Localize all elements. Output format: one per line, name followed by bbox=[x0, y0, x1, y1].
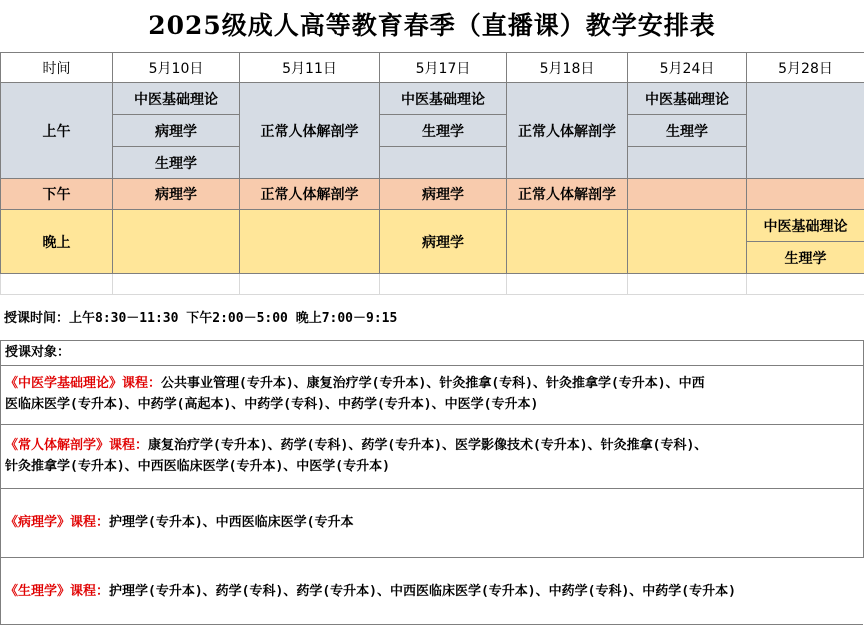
date-header: 5月17日 bbox=[380, 53, 507, 83]
schedule-cell bbox=[507, 210, 628, 274]
course-block bbox=[0, 557, 863, 625]
schedule-cell bbox=[113, 210, 240, 274]
date-header: 5月18日 bbox=[507, 53, 628, 83]
schedule-cell: 中医基础理论 bbox=[628, 83, 747, 115]
afternoon-label: 下午 bbox=[1, 179, 113, 210]
schedule-cell: 生理学 bbox=[113, 147, 240, 179]
schedule-cell bbox=[628, 210, 747, 274]
schedule-cell: 病理学 bbox=[380, 179, 507, 210]
date-header: 5月24日 bbox=[628, 53, 747, 83]
schedule-cell: 正常人体解剖学 bbox=[240, 179, 380, 210]
schedule-table bbox=[0, 52, 864, 295]
audience-label: 授课对象： bbox=[5, 345, 71, 360]
schedule-cell bbox=[747, 83, 864, 179]
course-name: 《病理学》课程： bbox=[5, 515, 110, 530]
morning-row bbox=[1, 147, 864, 179]
date-header: 5月28日 bbox=[747, 53, 864, 83]
course-block bbox=[0, 424, 864, 489]
time-header: 时间 bbox=[1, 53, 113, 83]
morning-row bbox=[1, 83, 864, 115]
schedule-cell: 生理学 bbox=[380, 115, 507, 147]
schedule-cell bbox=[628, 179, 747, 210]
class-time: 授课时间：上午8:30－11:30 下午2:00－5:00 晚上7:00－9:15 bbox=[4, 311, 398, 326]
course-majors: 针灸推拿学(专升本)、中西医临床医学(专升本)、中医学(专升本) bbox=[5, 459, 390, 474]
schedule-cell: 生理学 bbox=[747, 242, 864, 274]
schedule-cell: 中医基础理论 bbox=[113, 83, 240, 115]
course-block bbox=[0, 488, 864, 558]
evening-label: 晚上 bbox=[1, 210, 113, 274]
schedule-cell: 正常人体解剖学 bbox=[507, 179, 628, 210]
audience-box bbox=[0, 340, 864, 366]
schedule-cell: 正常人体解剖学 bbox=[240, 83, 380, 179]
course-name: 《中医学基础理论》课程： bbox=[5, 376, 162, 391]
schedule-cell: 中医基础理论 bbox=[747, 210, 864, 242]
date-header: 5月11日 bbox=[240, 53, 380, 83]
course-majors: 护理学(专升本)、药学(专科)、药学(专升本)、中西医临床医学(专升本)、中药学(专科)、中药学(专升本) bbox=[109, 584, 736, 599]
schedule-cell bbox=[240, 210, 380, 274]
schedule-cell: 正常人体解剖学 bbox=[507, 83, 628, 179]
morning-label: 上午 bbox=[1, 83, 113, 179]
schedule-cell bbox=[747, 179, 864, 210]
schedule-cell: 病理学 bbox=[113, 115, 240, 147]
date-header: 5月10日 bbox=[113, 53, 240, 83]
schedule-cell: 生理学 bbox=[628, 115, 747, 147]
course-block bbox=[0, 365, 864, 425]
schedule-cell: 中医基础理论 bbox=[380, 83, 507, 115]
evening-row bbox=[1, 210, 864, 242]
course-majors: 康复治疗学(专升本)、药学(专科)、药学(专升本)、医学影像技术(专升本)、针灸推拿(专科)、 bbox=[148, 438, 708, 453]
schedule-cell bbox=[380, 147, 507, 179]
schedule-cell bbox=[628, 147, 747, 179]
spacer-row bbox=[1, 274, 864, 295]
morning-row bbox=[1, 115, 864, 147]
course-name: 《常人体解剖学》课程： bbox=[5, 438, 149, 453]
page-title: 2025级成人高等教育春季（直播课）教学安排表 bbox=[0, 0, 864, 53]
course-majors: 公共事业管理(专升本)、康复治疗学(专升本)、针灸推拿(专科)、针灸推拿学(专升本)、中西 bbox=[161, 376, 705, 391]
course-name: 《生理学》课程： bbox=[5, 584, 110, 599]
course-majors: 护理学(专升本)、中西医临床医学(专升本 bbox=[109, 515, 354, 530]
afternoon-row bbox=[1, 179, 864, 210]
course-majors: 医临床医学(专升本)、中药学(高起本)、中药学(专科)、中药学(专升本)、中医学(专升本) bbox=[5, 397, 539, 412]
schedule-cell: 病理学 bbox=[380, 210, 507, 274]
header-row bbox=[1, 53, 864, 83]
schedule-cell: 病理学 bbox=[113, 179, 240, 210]
